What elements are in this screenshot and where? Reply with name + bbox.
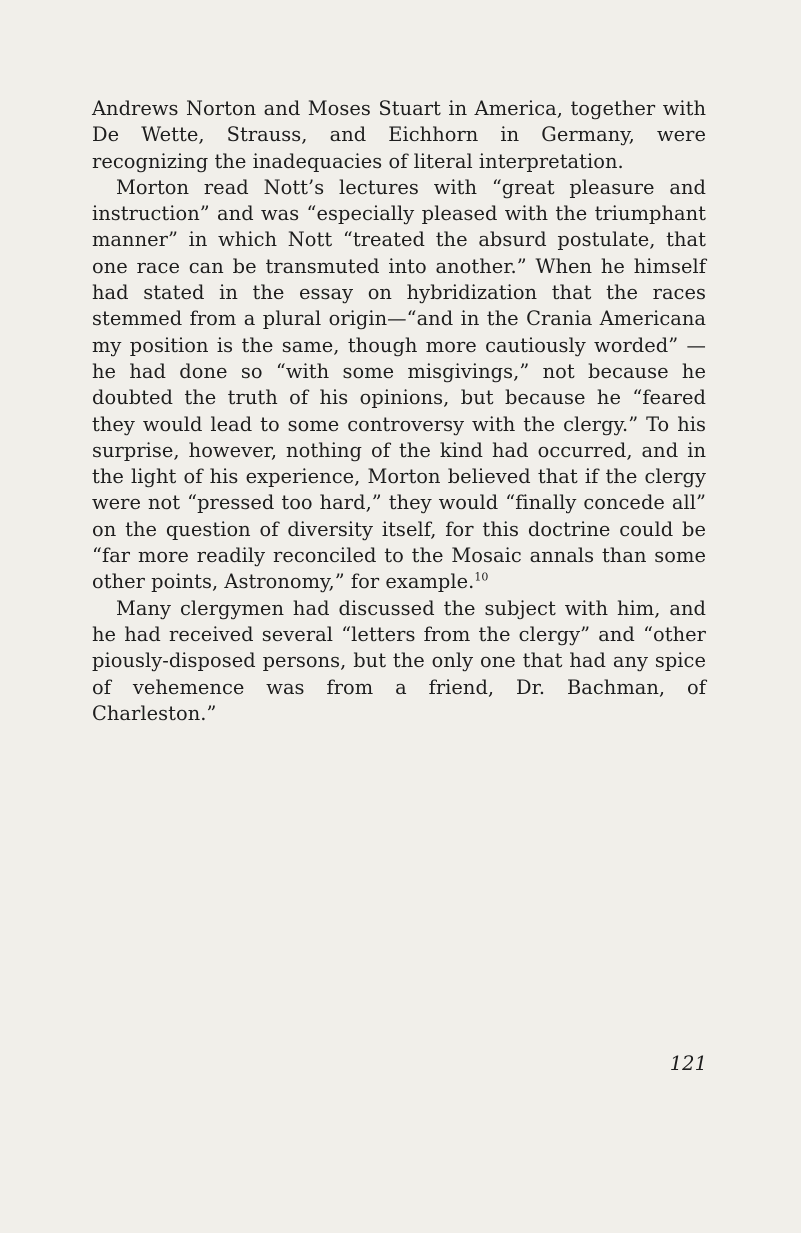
paragraph-3-text: Many clergymen had discussed the subject with him, and he had received several “letters from the clergy” and “other piously-disposed persons, but the only one that had any spice of vehemence was from a friend, Dr. Bachman, of Charleston.” [92,596,706,725]
paragraph-1 [92,96,706,175]
footnote-marker: 10 [474,570,489,584]
paragraph-2 [92,175,706,596]
paragraph-1-text: Andrews Norton and Moses Stuart in America, together with De Wette, Strauss, and Eichhorn in Germany, were recognizing the inadequacies of literal interpretation. [92,97,706,173]
paragraph-2-text: Morton read Nott’s lectures with “great pleasure and instruction” and was “especially pleased with the triumphant manner” in which Nott “treated the absurd postulate, that one race can be transmuted into another.” When he himself had stated in the essay on hybridization that the races stemmed from a plural origin—“and in the Crania Americana my position is the same, though more cautiously worded” —he had done so “with some misgivings,” not because he doubted the truth of his opinions, but because he “feared they would lead to some controversy with the clergy.” To his surprise, however, nothing of the kind had occurred, and in the light of his experience, Morton believed that if the clergy were not “pressed too hard,” they would “finally concede all” on the question of diversity itself, for this doctrine could be “far more readily reconciled to the Mosaic annals than some other points, Astronomy,” for example. [92,175,706,594]
paragraph-3 [92,596,706,727]
body-text [92,96,706,727]
page-number: 121 [669,1052,707,1075]
